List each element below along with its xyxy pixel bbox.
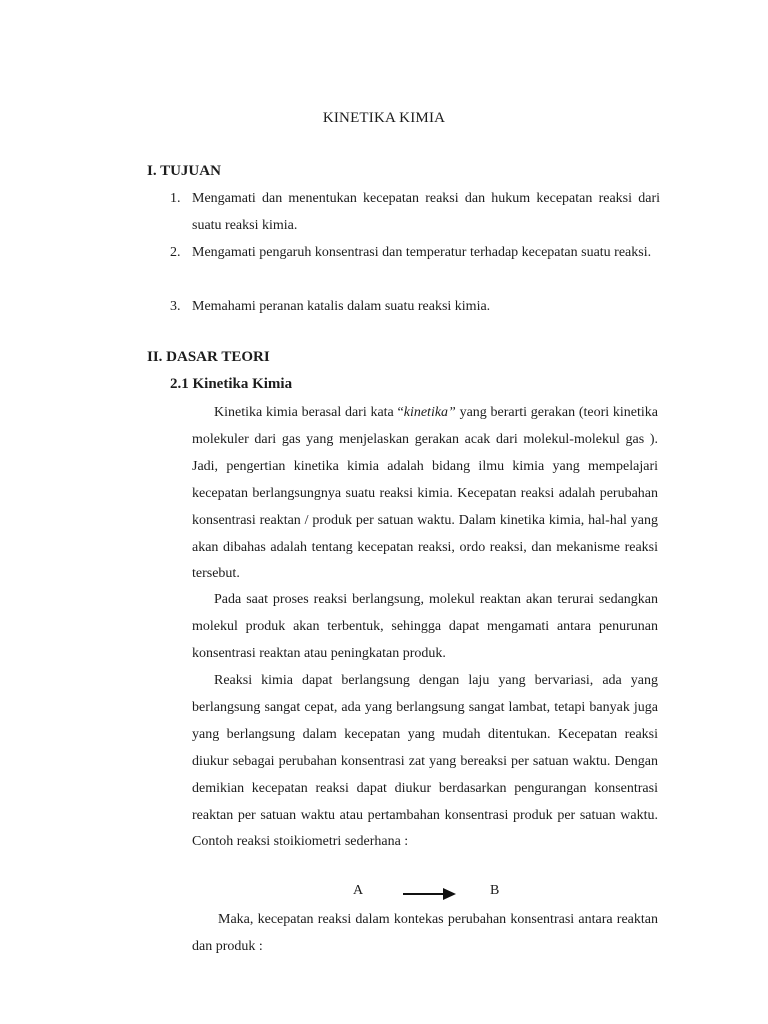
- reaction-equation: [0, 883, 768, 905]
- page-title: KINETIKA KIMIA: [322, 110, 446, 126]
- paragraph-1-start: Kinetika kimia berasal dari kata “: [214, 405, 404, 420]
- list-text: Memahami peranan katalis dalam suatu reaksi kimia.: [192, 299, 491, 314]
- list-text: Mengamati pengaruh konsentrasi dan temperatur terhadap kecepatan suatu reaksi.: [192, 245, 652, 260]
- paragraph-3: Reaksi kimia dapat berlangsung dengan laju yang bervariasi, ada yang berlangsung sangat cepat, ada yang berlangsung sangat lambat, tetapi banyak juga yang berlangsung dalam kecepatan yang mudah ditentukan. Kecepatan reaksi diukur sebagai perubahan konsentrasi zat yang bereaksi per satuan waktu. Dengan demikian kecepatan reaksi dapat diukur berdasarkan pengurangan konsentrasi reaktan per satuan waktu atau pertambahan konsentrasi produk per satuan waktu. Contoh reaksi stoikiometri sederhana :: [192, 673, 658, 850]
- list-number: 3.: [170, 299, 181, 314]
- section-heading-tujuan: I. TUJUAN: [147, 163, 221, 179]
- reactant-label: A: [353, 883, 364, 898]
- list-item: [170, 293, 660, 320]
- list-item: [170, 239, 660, 266]
- list-text: Mengamati dan menentukan kecepatan reaksi dan hukum kecepatan reaksi dari suatu reaksi kimia.: [192, 191, 660, 233]
- paragraph-1-rest: yang berarti gerakan (teori kinetika molekuler dari gas yang menjelaskan gerakan acak dari molekul-molekul gas ). Jadi, pengertian kinetika kimia adalah bidang ilmu kimia yang mempelajari kecepatan berlangsungnya suatu reaksi kimia. Kecepatan reaksi adalah perubahan konsentrasi reaktan / produk per satuan waktu. Dalam kinetika kimia, hal-hal yang akan dibahas adalah tentang kecepatan reaksi, ordo reaksi, dan mekanisme reaksi tersebut.: [192, 405, 659, 582]
- subsection-heading: 2.1 Kinetika Kimia: [170, 376, 293, 392]
- paragraph-4: Maka, kecepatan reaksi dalam kontekas perubahan konsentrasi antara reaktan dan produk :: [192, 912, 658, 954]
- paragraph-2: Pada saat proses reaksi berlangsung, molekul reaktan akan terurai sedangkan molekul produk akan terbentuk, sehingga dapat mengamati antara penurunan konsentrasi reaktan atau peningkatan produk.: [192, 592, 658, 661]
- list-item: [170, 185, 660, 239]
- list-number: 2.: [170, 245, 181, 260]
- list-number: 1.: [170, 191, 181, 206]
- product-label: B: [490, 883, 500, 898]
- right-arrow-icon: [403, 887, 457, 901]
- paragraph-1: [192, 400, 658, 588]
- italic-term: kinetika”: [403, 405, 456, 420]
- section-heading-dasar-teori: II. DASAR TEORI: [147, 349, 270, 365]
